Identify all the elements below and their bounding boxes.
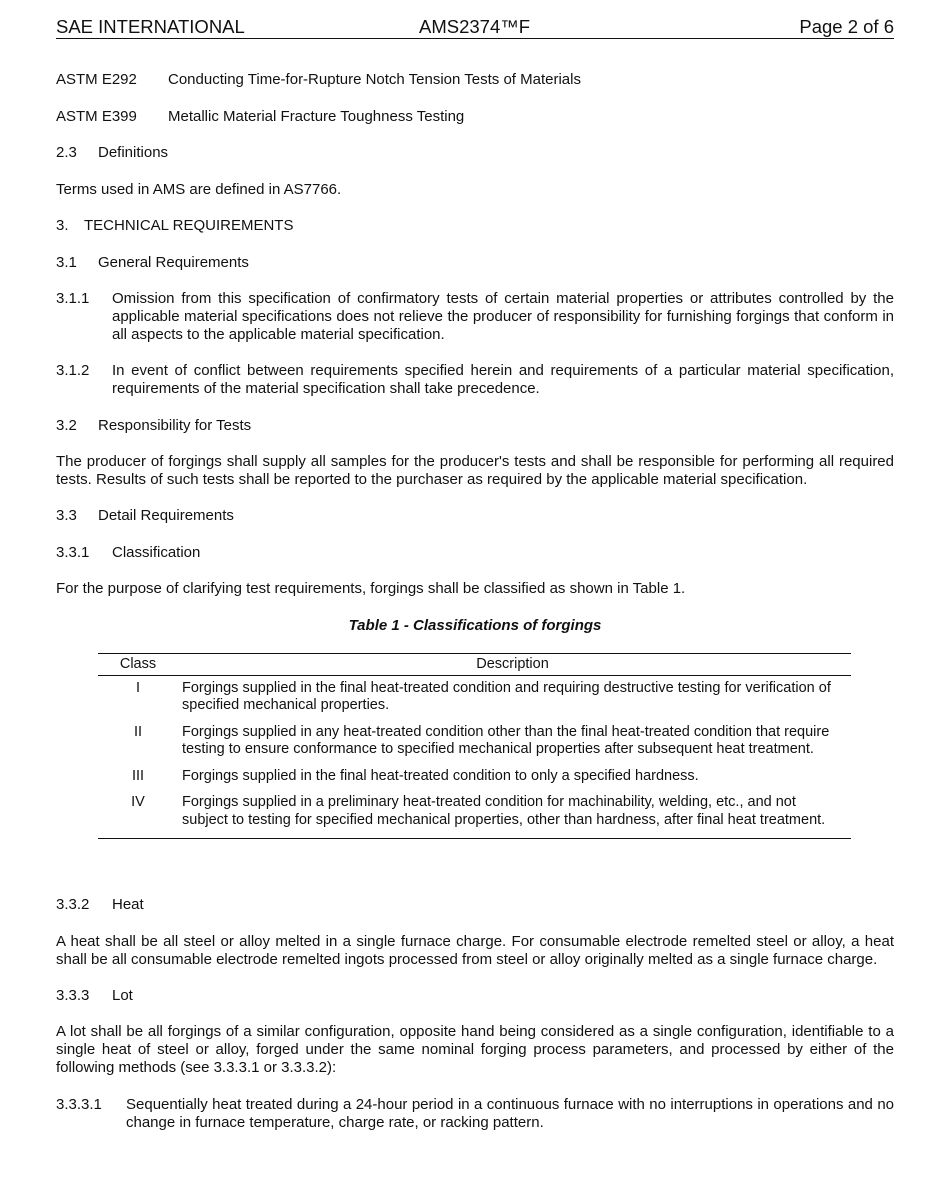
reference-code: ASTM E292 bbox=[56, 71, 137, 88]
description-cell: Forgings supplied in any heat-treated condition other than the final heat-treated condition that require testing to ensure conformance to specified mechanical properties after subsequent heat treatment. bbox=[182, 723, 830, 757]
section-number: 3.3.3 bbox=[56, 987, 90, 1004]
section-number: 3.3.2 bbox=[56, 896, 90, 913]
section-title: Lot bbox=[112, 987, 133, 1004]
section-title: Detail Requirements bbox=[98, 507, 234, 524]
section-number: 3.3.1 bbox=[56, 544, 90, 561]
section-number: 3.2 bbox=[56, 417, 77, 434]
section-number: 2.3 bbox=[56, 144, 77, 161]
table-row bbox=[98, 764, 851, 791]
header-organization: SAE INTERNATIONAL bbox=[56, 16, 245, 37]
class-cell: II bbox=[133, 723, 143, 740]
table-header-row bbox=[98, 654, 851, 676]
responsibility-paragraph: The producer of forgings shall supply all samples for the producer's tests and shall be responsible for performing all required tests. Results of such tests shall be reported to the purchaser as required by the applicable material specification. bbox=[56, 453, 894, 488]
section-title: Heat bbox=[112, 896, 144, 913]
class-cell: IV bbox=[98, 790, 178, 839]
paragraph-number: 3.1.2 bbox=[56, 362, 90, 379]
classification-table bbox=[98, 653, 851, 839]
classification-paragraph: For the purpose of clarifying test requirements, forgings shall be classified as shown in Table 1. bbox=[56, 580, 686, 597]
section-title: Definitions bbox=[98, 144, 169, 161]
section-number: 3.1 bbox=[56, 254, 77, 271]
section-title: Classification bbox=[112, 544, 201, 561]
section-title: Responsibility for Tests bbox=[98, 417, 252, 434]
section-title: General Requirements bbox=[98, 254, 249, 271]
reference-code: ASTM E399 bbox=[56, 108, 137, 125]
table-caption: Table 1 - Classifications of forgings bbox=[348, 617, 602, 634]
paragraph-number: 3.1.1 bbox=[56, 290, 90, 307]
reference-title: Metallic Material Fracture Toughness Testing bbox=[168, 108, 465, 125]
table-row bbox=[98, 675, 851, 720]
class-cell: III bbox=[131, 767, 145, 784]
section-number: 3. bbox=[56, 217, 69, 234]
paragraph-text: Omission from this specification of confirmatory tests of certain material properties or attributes controlled by the applicable material specifications does not relieve the producer of responsibility for furnishing forgings that conform in all aspects to the applicable material specification. bbox=[112, 290, 894, 343]
heat-paragraph: A heat shall be all steel or alloy melted in a single furnace charge. For consumable electrode remelted steel or alloy, a heat shall be all consumable electrode remelted ingots processed from steel or alloy originally melted as a single furnace charge. bbox=[56, 933, 894, 968]
lot-paragraph: A lot shall be all forgings of a similar configuration, opposite hand being considered as a single configuration, identifiable to a single heat of steel or alloy, forged under the same nominal forging process parameters, and processed by either of the following methods (see 3.3.3.1 or 3.3.3.2): bbox=[56, 1023, 894, 1076]
header-page-number: Page 2 of 6 bbox=[799, 16, 894, 37]
section-number: 3.3 bbox=[56, 507, 77, 524]
description-cell: Forgings supplied in the final heat-treated condition and requiring destructive testing for verification of specified mechanical properties. bbox=[182, 679, 831, 713]
section-title: TECHNICAL REQUIREMENTS bbox=[84, 217, 294, 234]
reference-title: Conducting Time-for-Rupture Notch Tension Tests of Materials bbox=[168, 71, 581, 88]
paragraph-text: In event of conflict between requirements specified herein and requirements of a particular material specification, requirements of the material specification shall take precedence. bbox=[112, 362, 894, 397]
description-cell: Forgings supplied in a preliminary heat-treated condition for machinability, welding, etc., and not subject to testing for specified mechanical properties, other than hardness, after final heat treatment. bbox=[178, 790, 851, 839]
paragraph-number: 3.3.3.1 bbox=[56, 1096, 102, 1113]
table-row bbox=[98, 790, 851, 839]
class-cell: I bbox=[135, 679, 141, 696]
definitions-paragraph: Terms used in AMS are defined in AS7766. bbox=[56, 181, 342, 198]
column-header-description: Description bbox=[178, 654, 851, 676]
header-document-number: AMS2374™F bbox=[419, 16, 531, 37]
description-cell: Forgings supplied in the final heat-treated condition to only a specified hardness. bbox=[182, 767, 699, 784]
page-header bbox=[56, 16, 894, 39]
column-header-class: Class bbox=[98, 654, 178, 676]
paragraph-text: Sequentially heat treated during a 24-hour period in a continuous furnace with no interruptions in operations and no change in furnace temperature, charge rate, or racking pattern. bbox=[126, 1096, 894, 1131]
table-row bbox=[98, 720, 851, 764]
